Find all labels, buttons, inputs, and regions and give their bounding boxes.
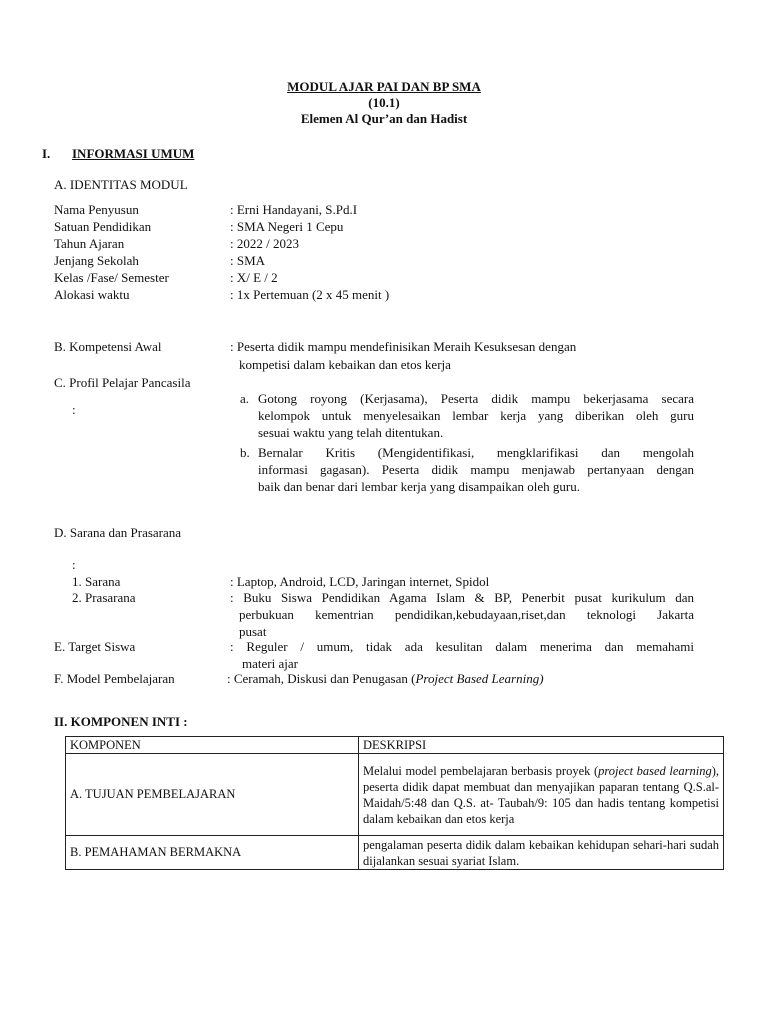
- identitas-value: : SMA: [230, 253, 266, 268]
- kompetensi-label: B. Kompetensi Awal: [54, 339, 162, 354]
- profil-item-letter: a.: [240, 391, 250, 406]
- profil-colon: :: [72, 402, 76, 417]
- profil-item-line: informasi gagasan). Peserta didik mampu menjawab pertanyaan dengan: [258, 462, 694, 477]
- target-line: materi ajar: [242, 656, 298, 671]
- identitas-value: : 1x Pertemuan (2 x 45 menit ): [230, 287, 390, 302]
- identitas-value: : 2022 / 2023: [230, 236, 299, 251]
- desc-text: ), peserta didik dapat membuat dan menyajikan paparan tentang Q.S.al-Maidah/5:48 dan Q.S. at- Taubah/9: 105 dan hadis tentang kompetisi dalam kebaikan dan etos kerja: [363, 763, 719, 826]
- section-title: INFORMASI UMUM: [72, 146, 195, 161]
- sarana-title: D. Sarana dan Prasarana: [54, 525, 182, 540]
- identitas-label: Alokasi waktu: [54, 287, 130, 302]
- table-row: [66, 754, 724, 836]
- table-cell-komponen: A. TUJUAN PEMBELAJARAN: [66, 754, 359, 836]
- model-italic: Project Based Learning): [415, 671, 544, 686]
- kompetensi-line: kompetisi dalam kebaikan dan etos kerja: [239, 357, 451, 372]
- document-title: MODUL AJAR PAI DAN BP SMA: [287, 79, 481, 94]
- model-label: F. Model Pembelajaran: [54, 671, 175, 686]
- table-cell-deskripsi: [359, 836, 724, 870]
- document-subtitle: (10.1): [368, 95, 400, 110]
- table-header-deskripsi: DESKRIPSI: [359, 737, 724, 754]
- prasarana-line: : Buku Siswa Pendidikan Agama Islam & BP, Penerbit pusat kurikulum dan: [230, 590, 694, 605]
- target-label: E. Target Siswa: [54, 639, 136, 654]
- profil-item-line: baik dan benar dari lembar kerja yang disampaikan oleh guru.: [258, 479, 580, 494]
- identitas-label: Tahun Ajaran: [54, 236, 125, 251]
- section-number: I.: [42, 146, 51, 161]
- sarana-colon: :: [72, 557, 76, 572]
- profil-item-line: Bernalar Kritis (Mengidentifikasi, mengklarifikasi dan mengolah: [258, 445, 694, 460]
- kompetensi-line: : Peserta didik mampu mendefinisikan Meraih Kesuksesan dengan: [230, 339, 577, 354]
- prasarana-value: [230, 589, 694, 640]
- profil-item: [240, 390, 694, 441]
- identitas-label: Kelas /Fase/ Semester: [54, 270, 169, 285]
- identitas-label: Jenjang Sekolah: [54, 253, 139, 268]
- document-element: Elemen Al Qur’an dan Hadist: [300, 111, 468, 126]
- profil-item-line: sesuai waktu yang telah ditentukan.: [258, 425, 444, 440]
- table-row: [66, 836, 724, 870]
- desc-italic: project based learning: [598, 763, 712, 778]
- profil-label: C. Profil Pelajar Pancasila: [54, 375, 191, 390]
- target-line: : Reguler / umum, tidak ada kesulitan dalam menerima dan memahami: [230, 639, 694, 654]
- desc-text: Melalui model pembelajaran berbasis proyek (: [363, 763, 599, 778]
- identitas-value: : Erni Handayani, S.Pd.I: [230, 202, 358, 217]
- identitas-label: Satuan Pendidikan: [54, 219, 152, 234]
- sarana-value: : Laptop, Android, LCD, Jaringan internet, Spidol: [230, 574, 490, 589]
- profil-item-line: kelompok untuk menyelesaikan lembar kerja yang diberikan oleh guru: [258, 408, 694, 423]
- prasarana-line: pusat: [239, 624, 267, 639]
- identitas-value: : X/ E / 2: [230, 270, 278, 285]
- model-text: : Ceramah, Diskusi dan Penugasan (: [227, 671, 416, 686]
- prasarana-line: perbukuan kementrian pendidikan,kebudayaan,riset,dan teknologi Jakarta: [239, 607, 694, 622]
- profil-item-letter: b.: [240, 445, 250, 460]
- identitas-value: : SMA Negeri 1 Cepu: [230, 219, 344, 234]
- table-cell-deskripsi: [359, 754, 724, 836]
- profil-item-line: Gotong royong (Kerjasama), Peserta didik mampu bekerjasama secara: [258, 391, 694, 406]
- sarana-label: 1. Sarana: [72, 574, 121, 589]
- table-cell-komponen: B. PEMAHAMAN BERMAKNA: [66, 836, 359, 870]
- target-value: [230, 638, 694, 672]
- identitas-label: Nama Penyusun: [54, 202, 139, 217]
- section2-title: II. KOMPONEN INTI :: [54, 714, 188, 729]
- komponen-table: [65, 736, 724, 870]
- prasarana-label: 2. Prasarana: [72, 590, 136, 605]
- identitas-title: A. IDENTITAS MODUL: [54, 177, 188, 192]
- desc-text: pengalaman peserta didik dalam kebaikan kehidupan sehari-hari sudah dijalankan sesuai syariat Islam.: [363, 837, 719, 868]
- table-header-komponen: KOMPONEN: [66, 737, 359, 754]
- model-value: [227, 670, 544, 687]
- table-header-row: [66, 737, 724, 754]
- profil-item: [240, 444, 694, 495]
